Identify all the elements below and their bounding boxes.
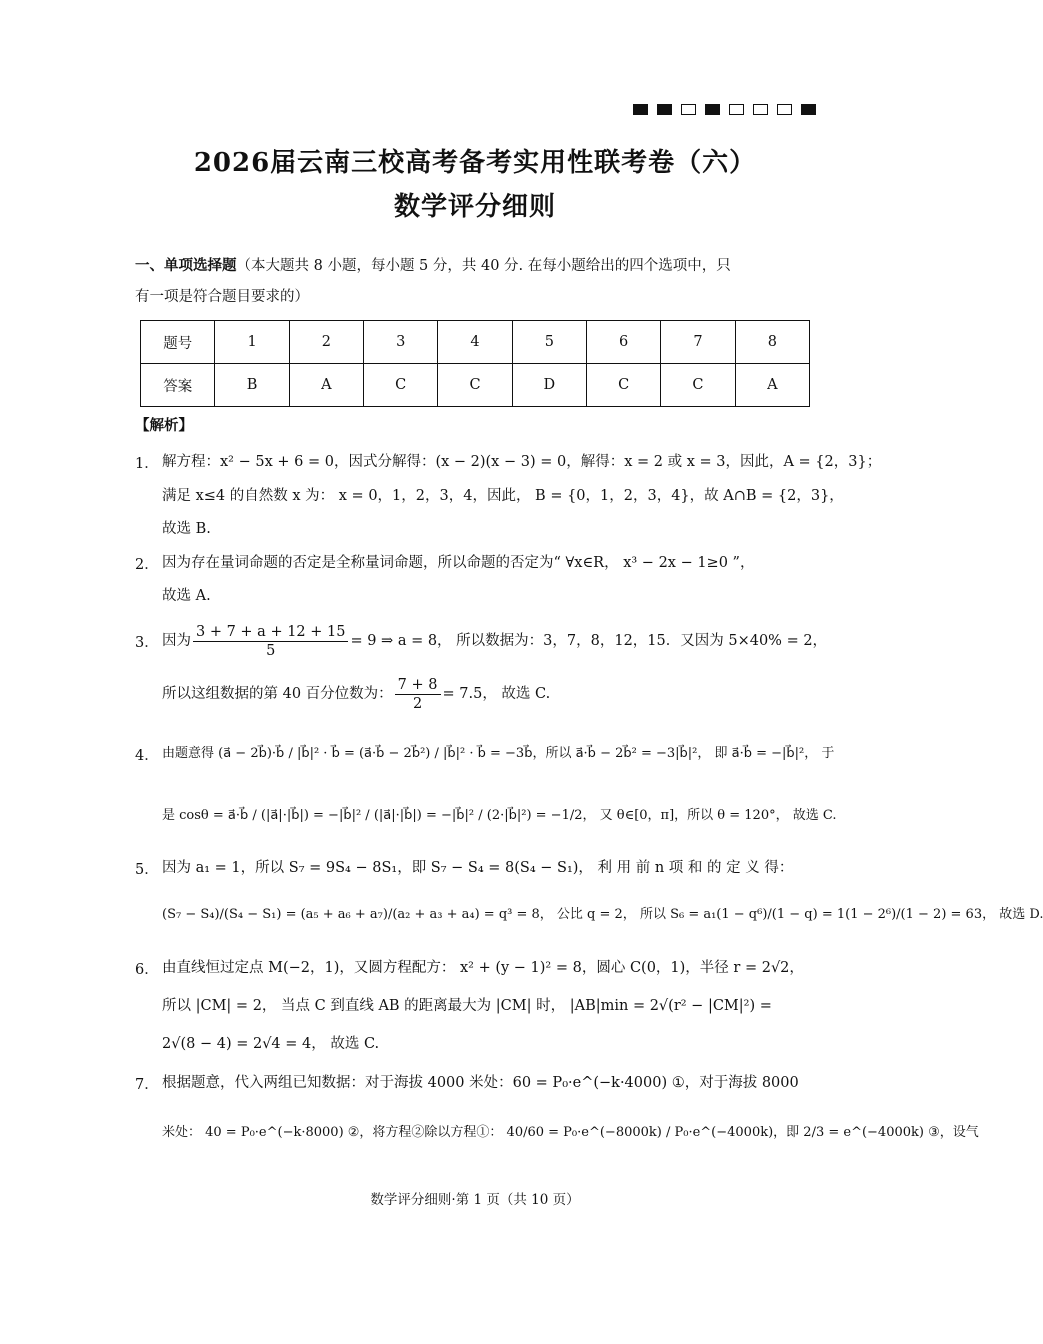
solution-line bbox=[162, 619, 828, 663]
mark-empty-icon bbox=[681, 104, 696, 115]
solution-number: 4． bbox=[135, 748, 159, 764]
solution-number: 1． bbox=[135, 456, 159, 472]
mark-empty-icon bbox=[729, 104, 744, 115]
text-span: 所以这组数据的第 40 百分位数为： bbox=[162, 686, 393, 702]
fraction bbox=[193, 623, 348, 660]
section-desc-cont: 有一项是符合题目要求的） bbox=[135, 289, 309, 305]
table-cell: 8 bbox=[735, 321, 809, 364]
table-cell: 1 bbox=[215, 321, 289, 364]
numerator: 7 + 8 bbox=[395, 676, 441, 695]
solution-line: 所以 |CM| = 2， 当点 C 到直线 AB 的距离最大为 |CM| 时， |AB|min = 2√(r² − |CM|²) = bbox=[162, 998, 772, 1014]
mark-empty-icon bbox=[753, 104, 768, 115]
page-title: 2026届云南三校高考备考实用性联考卷（六） bbox=[193, 148, 757, 178]
solution-number: 5． bbox=[135, 862, 159, 878]
solution-number: 2． bbox=[135, 557, 159, 573]
table-header: 答案 bbox=[141, 364, 215, 407]
table-row bbox=[141, 321, 810, 364]
table-cell: 7 bbox=[661, 321, 735, 364]
solution-number: 7． bbox=[135, 1077, 159, 1093]
table-cell: 5 bbox=[512, 321, 586, 364]
table-cell: C bbox=[364, 364, 438, 407]
solution-line: 因为存在量词命题的否定是全称量词命题，所以命题的否定为“ ∀x∈R， x³ − 2x − 1≥0 ”， bbox=[162, 555, 755, 571]
denominator: 2 bbox=[412, 695, 423, 712]
page-subtitle: 数学评分细则 bbox=[393, 192, 556, 222]
table-cell: C bbox=[587, 364, 661, 407]
mark-empty-icon bbox=[777, 104, 792, 115]
answer-table bbox=[140, 320, 810, 407]
solution-line: 是 cosθ = a⃗·b⃗ / (|a⃗|·|b⃗|) = −|b⃗|² / (|a⃗|·|b⃗|) = −|b⃗|² / (2·|b⃗|²) = −1/2， 又 θ∈[0，π]，所以 θ = 120°， 故选 C. bbox=[162, 808, 837, 823]
table-cell: 2 bbox=[289, 321, 363, 364]
section-desc: （本大题共 8 小题，每小题 5 分，共 40 分. 在每小题给出的四个选项中，只 bbox=[236, 258, 731, 274]
solution-line: (S₇ − S₄)/(S₄ − S₁) = (a₅ + a₆ + a₇)/(a₂ + a₃ + a₄) = q³ = 8， 公比 q = 2， 所以 S₆ = a₁(1 − q⁶)/(1 − q) = 1(1 − 2⁶)/(1 − 2) = 63， 故选 D. bbox=[162, 907, 1043, 922]
solution-number: 6． bbox=[135, 962, 159, 978]
solution-line: 2√(8 − 4) = 2√4 = 4， 故选 C. bbox=[162, 1036, 380, 1052]
solution-line: 满足 x≤4 的自然数 x 为： x = 0，1，2，3，4，因此， B = {0，1，2，3，4}，故 A∩B = {2，3}， bbox=[162, 488, 844, 504]
page-footer: 数学评分细则·第 1 页（共 10 页） bbox=[370, 1192, 580, 1208]
solution-line: 解方程：x² − 5x + 6 = 0，因式分解得：(x − 2)(x − 3) = 0，解得：x = 2 或 x = 3，因此，A = {2，3}； bbox=[162, 454, 882, 470]
solution-line: 因为 a₁ = 1，所以 S₇ = 9S₄ − 8S₁，即 S₇ − S₄ = 8(S₄ − S₁)， 利 用 前 n 项 和 的 定 义 得： bbox=[162, 860, 794, 876]
mark-filled-icon bbox=[801, 104, 816, 115]
solution-line: 根据题意，代入两组已知数据：对于海拔 4000 米处：60 = P₀·e^(−k·4000) ①，对于海拔 8000 bbox=[162, 1075, 799, 1091]
table-cell: 3 bbox=[364, 321, 438, 364]
table-cell: D bbox=[512, 364, 586, 407]
solution-line: 米处： 40 = P₀·e^(−k·8000) ②，将方程②除以方程①： 40/60 = P₀·e^(−8000k) / P₀·e^(−4000k)，即 2/3 = e^(−4000k) ③，设气 bbox=[162, 1125, 979, 1140]
section-heading bbox=[135, 256, 815, 276]
text-span: 因为 bbox=[162, 633, 191, 649]
mark-filled-icon bbox=[633, 104, 648, 115]
mark-filled-icon bbox=[657, 104, 672, 115]
solution-line: 故选 B. bbox=[162, 521, 211, 537]
fraction bbox=[395, 676, 441, 713]
solution-line: 由直线恒过定点 M(−2，1)，又圆方程配方： x² + (y − 1)² = 8，圆心 C(0，1)，半径 r = 2√2， bbox=[162, 960, 804, 976]
text-span: = 7.5， 故选 C. bbox=[442, 686, 551, 702]
table-cell: 6 bbox=[587, 321, 661, 364]
solution-line: 故选 A. bbox=[162, 588, 211, 604]
table-cell: B bbox=[215, 364, 289, 407]
table-cell: A bbox=[735, 364, 809, 407]
table-row bbox=[141, 364, 810, 407]
denominator: 5 bbox=[266, 642, 276, 659]
section-title: 一、单项选择题 bbox=[135, 257, 237, 274]
table-cell: 4 bbox=[438, 321, 512, 364]
solution-number: 3． bbox=[135, 635, 159, 651]
corner-marks bbox=[633, 104, 816, 115]
table-cell: A bbox=[289, 364, 363, 407]
numerator: 3 + 7 + a + 12 + 15 bbox=[193, 623, 348, 642]
table-cell: C bbox=[438, 364, 512, 407]
text-span: = 9 ⇒ a = 8， 所以数据为：3，7，8，12，15．又因为 5×40% = 2， bbox=[350, 633, 828, 649]
table-header: 题号 bbox=[141, 321, 215, 364]
mark-filled-icon bbox=[705, 104, 720, 115]
solution-line bbox=[162, 672, 816, 716]
table-cell: C bbox=[661, 364, 735, 407]
analysis-label: 【解析】 bbox=[135, 417, 193, 434]
solution-line: 由题意得 (a⃗ − 2b⃗)·b⃗ / |b⃗|² · b⃗ = (a⃗·b⃗ − 2b⃗²) / |b⃗|² · b⃗ = −3b⃗，所以 a⃗·b⃗ − 2b⃗² = −3|b⃗|²， 即 a⃗·b⃗ = −|b⃗|²， 于 bbox=[162, 746, 835, 761]
